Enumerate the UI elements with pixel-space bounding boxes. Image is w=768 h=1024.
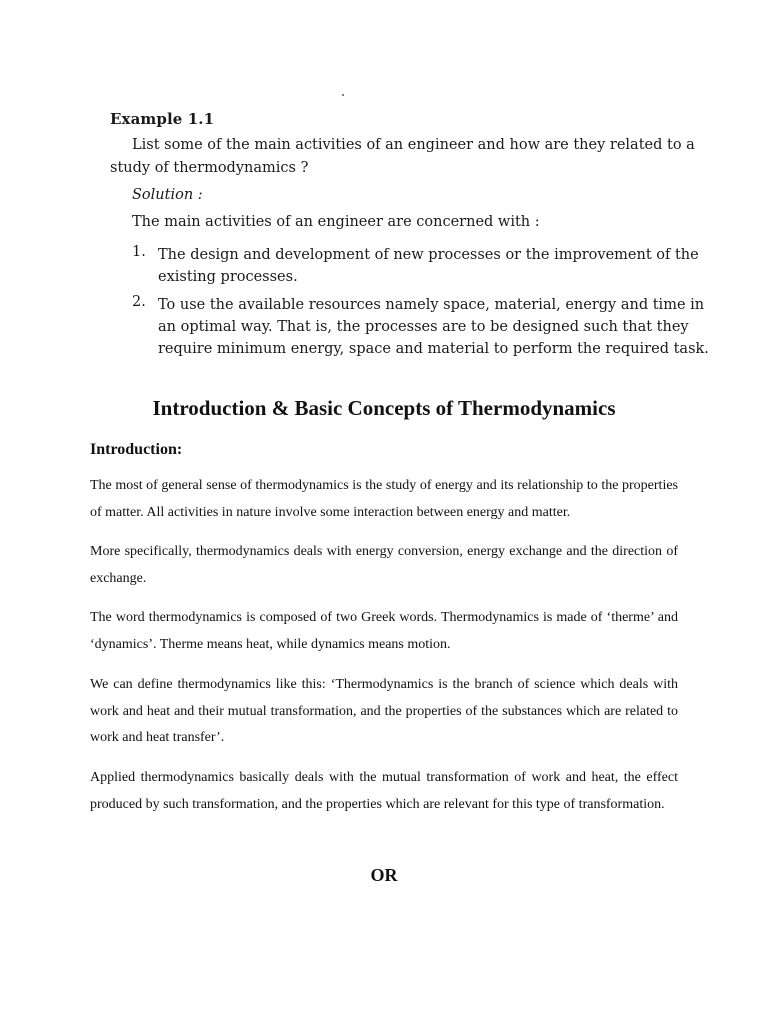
paragraph: More specifically, thermodynamics deals with energy conversion, energy exchange and the direction of exchange. <box>90 544 678 586</box>
scanned-example-excerpt <box>100 82 709 372</box>
list-item-text <box>158 244 699 288</box>
or-separator: OR <box>370 865 398 885</box>
paragraph: The word thermodynamics is composed of two Greek words. Thermodynamics is made of ‘therme’ and ‘dynamics’. Therme means heat, while dynamics means motion. <box>90 610 678 652</box>
section-heading: Introduction: <box>90 441 183 458</box>
list-item-number: 2. <box>132 294 146 310</box>
example-question-line-2: study of thermodynamics ? <box>110 160 309 176</box>
list-item-line: an optimal way. That is, the processes are to be designed such that they <box>158 319 689 335</box>
list-item-text <box>158 294 709 360</box>
list-item-line: require minimum energy, space and material to perform the required task. <box>158 341 709 357</box>
scan-speck <box>342 94 344 96</box>
list-item-number: 1. <box>132 244 146 260</box>
solution-label: Solution : <box>132 187 203 203</box>
example-title: Example 1.1 <box>110 110 215 128</box>
list-item-line: existing processes. <box>158 269 298 285</box>
example-question-line-1: List some of the main activities of an engineer and how are they related to a <box>132 137 695 153</box>
list-item-line: To use the available resources namely space, material, energy and time in <box>158 297 705 313</box>
paragraph: The most of general sense of thermodynamics is the study of energy and its relationship to the properties of matter. All activities in nature involve some interaction between energy and matter. <box>90 478 678 520</box>
paragraph: Applied thermodynamics basically deals with the mutual transformation of work and heat, the effect produced by such transformation, and the properties which are relevant for this type of transformation. <box>90 770 678 812</box>
solution-intro-line: The main activities of an engineer are concerned with : <box>132 214 540 230</box>
document-title: Introduction & Basic Concepts of Thermodynamics <box>152 396 616 420</box>
paragraph: We can define thermodynamics like this: ‘Thermodynamics is the branch of science which deals with work and heat and their mutual transformation, and the properties of the substances which are related to work and heat transfer’. <box>90 677 678 745</box>
list-item-line: The design and development of new processes or the improvement of the <box>158 247 699 263</box>
